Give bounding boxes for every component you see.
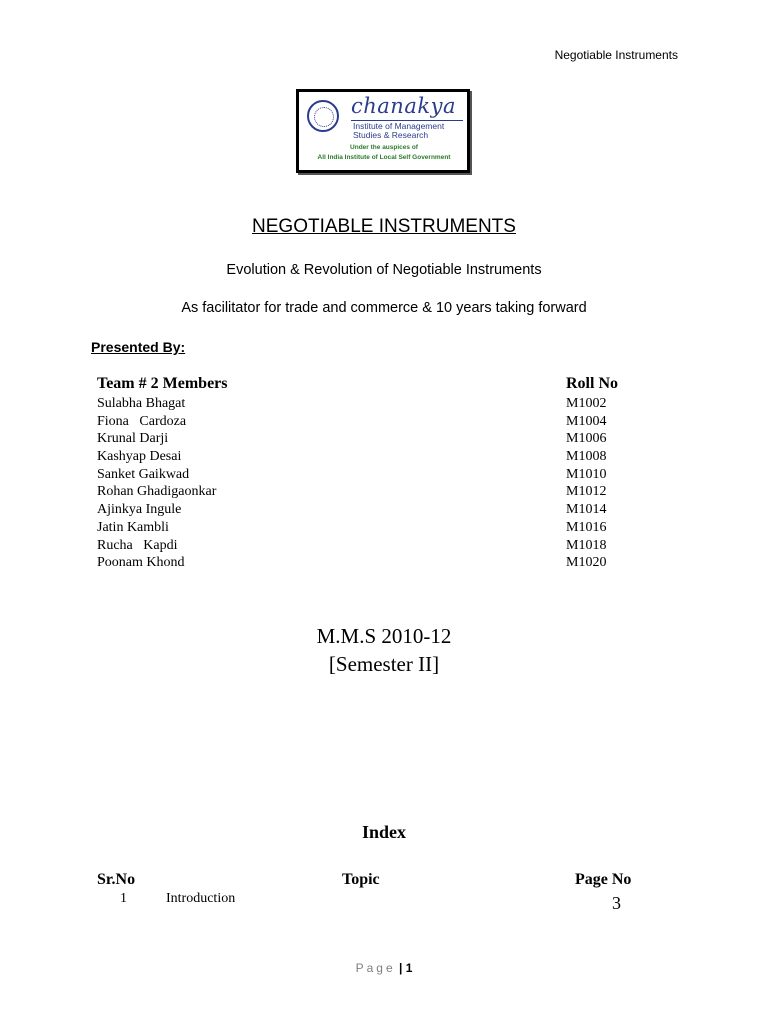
team-member-row xyxy=(97,448,657,466)
team-member-row xyxy=(97,483,657,501)
document-title: NEGOTIABLE INSTRUMENTS xyxy=(252,216,516,237)
team-member-row xyxy=(97,466,657,484)
member-name: Sulabha Bhagat xyxy=(97,396,186,411)
member-name: Ajinkya Ingule xyxy=(97,502,182,518)
logo-aegis-line1: Under the auspices of xyxy=(350,144,418,151)
member-roll: M1014 xyxy=(566,502,607,518)
team-member-list xyxy=(97,395,657,572)
logo-aegis-line2: All India Institute of Local Self Government xyxy=(317,154,451,161)
member-roll: M1010 xyxy=(566,466,607,482)
footer-page-label: Page xyxy=(355,961,396,975)
member-name: Fiona Cardoza xyxy=(97,413,187,429)
index-title: Index xyxy=(361,822,406,842)
member-roll: M1016 xyxy=(566,519,607,535)
index-header-topic: Topic xyxy=(342,871,380,888)
member-roll: M1018 xyxy=(566,537,607,553)
logo-institute-line2: Studies & Research xyxy=(353,130,429,140)
index-row-sr-no: 1 xyxy=(120,891,127,906)
logo-brand: chanakya xyxy=(351,94,456,118)
member-roll: M1012 xyxy=(566,484,607,500)
index-row-topic: Introduction xyxy=(166,891,236,906)
document-tagline: As facilitator for trade and commerce & 10 years taking forward xyxy=(181,300,587,316)
footer-page-number: 1 xyxy=(405,961,413,975)
program-name: M.M.S 2010-12 xyxy=(316,624,452,648)
team-member-row xyxy=(97,519,657,537)
member-name: Kashyap Desai xyxy=(97,449,182,465)
member-roll: M1008 xyxy=(566,449,607,465)
document-subtitle: Evolution & Revolution of Negotiable Instruments xyxy=(226,262,542,278)
member-name: Rohan Ghadigaonkar xyxy=(97,484,217,500)
index-header-page-no: Page No xyxy=(575,871,632,888)
logo-institute-line1: Institute of Management xyxy=(353,121,445,131)
running-header: Negotiable Instruments xyxy=(554,48,678,62)
program-semester: [Semester II] xyxy=(328,652,440,676)
team-member-row xyxy=(97,501,657,519)
index-row-page-no: 3 xyxy=(612,893,621,913)
member-name: Poonam Khond xyxy=(97,555,185,571)
page-footer xyxy=(0,961,768,975)
team-members-header: Team # 2 Members xyxy=(97,375,228,392)
team-member-row xyxy=(97,413,657,431)
presented-by-heading: Presented By: xyxy=(91,339,186,355)
index-header-sr-no: Sr.No xyxy=(97,871,136,888)
member-name: Sanket Gaikwad xyxy=(97,466,190,482)
program-block xyxy=(0,622,768,678)
team-member-row xyxy=(97,395,657,413)
member-roll: M1006 xyxy=(566,431,607,447)
member-roll: M1020 xyxy=(566,555,607,571)
seal-icon xyxy=(307,100,339,132)
member-name: Rucha Kapdi xyxy=(97,537,178,553)
team-member-row xyxy=(97,430,657,448)
logo-institute-name xyxy=(353,122,465,140)
footer-separator: | xyxy=(398,961,403,975)
member-name: Krunal Darji xyxy=(97,431,169,447)
team-member-row xyxy=(97,537,657,555)
team-member-row xyxy=(97,554,657,572)
member-name: Jatin Kambli xyxy=(97,519,169,535)
member-roll: M1002 xyxy=(566,396,607,411)
institute-logo xyxy=(296,89,470,173)
member-roll: M1004 xyxy=(566,413,607,429)
roll-no-header: Roll No xyxy=(566,375,618,392)
